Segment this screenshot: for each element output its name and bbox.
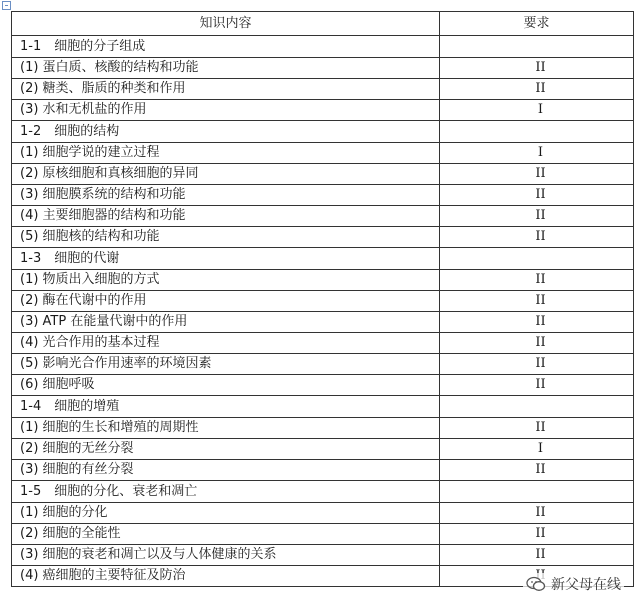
item-text: (1) 细胞的生长和增殖的周期性 <box>12 418 440 439</box>
item-text: (2) 糖类、脂质的种类和作用 <box>12 79 440 100</box>
item-level: II <box>440 312 634 333</box>
item-text: (3) 水和无机盐的作用 <box>12 100 440 121</box>
item-text: (1) 物质出入细胞的方式 <box>12 270 440 291</box>
section-requirement-cell <box>440 481 634 503</box>
item-level: II <box>440 354 634 375</box>
section-requirement-cell <box>440 121 634 143</box>
table-row <box>12 333 634 354</box>
item-level: I <box>440 143 634 164</box>
item-level: II <box>440 503 634 524</box>
table-row <box>12 79 634 100</box>
item-level: II <box>440 79 634 100</box>
item-text: (4) 癌细胞的主要特征及防治 <box>12 566 440 587</box>
item-text: (2) 原核细胞和真核细胞的异同 <box>12 164 440 185</box>
item-level: II <box>440 185 634 206</box>
requirements-table <box>11 11 634 587</box>
item-level: II <box>440 545 634 566</box>
table-row <box>12 375 634 396</box>
section-title: 1-2 细胞的结构 <box>12 121 440 143</box>
table-row <box>12 164 634 185</box>
section-requirement-cell <box>440 396 634 418</box>
item-text: (3) 细胞的有丝分裂 <box>12 460 440 481</box>
item-level: II <box>440 227 634 248</box>
item-text: (5) 细胞核的结构和功能 <box>12 227 440 248</box>
watermark <box>523 573 624 595</box>
item-text: (3) ATP 在能量代谢中的作用 <box>12 312 440 333</box>
table-row <box>12 206 634 227</box>
table-row <box>12 312 634 333</box>
section-row <box>12 248 634 270</box>
item-text: (2) 酶在代谢中的作用 <box>12 291 440 312</box>
table-body <box>12 36 634 587</box>
table-row <box>12 227 634 248</box>
table-row <box>12 58 634 79</box>
table-header-row <box>12 12 634 36</box>
item-level: II <box>440 206 634 227</box>
item-text: (5) 影响光合作用速率的环境因素 <box>12 354 440 375</box>
section-title: 1-5 细胞的分化、衰老和凋亡 <box>12 481 440 503</box>
table-row <box>12 545 634 566</box>
table-row <box>12 503 634 524</box>
item-text: (2) 细胞的无丝分裂 <box>12 439 440 460</box>
section-row <box>12 481 634 503</box>
item-text: (4) 主要细胞器的结构和功能 <box>12 206 440 227</box>
table-anchor-icon <box>2 1 11 10</box>
item-level: II <box>440 460 634 481</box>
section-requirement-cell <box>440 248 634 270</box>
item-text: (3) 细胞膜系统的结构和功能 <box>12 185 440 206</box>
item-text: (1) 蛋白质、核酸的结构和功能 <box>12 58 440 79</box>
section-title: 1-3 细胞的代谢 <box>12 248 440 270</box>
item-level: II <box>440 270 634 291</box>
table-row <box>12 439 634 460</box>
header-content: 知识内容 <box>12 12 440 36</box>
wechat-icon <box>526 576 546 592</box>
table-row <box>12 524 634 545</box>
item-level: I <box>440 100 634 121</box>
item-text: (2) 细胞的全能性 <box>12 524 440 545</box>
item-text: (1) 细胞的分化 <box>12 503 440 524</box>
item-text: (6) 细胞呼吸 <box>12 375 440 396</box>
table-row <box>12 185 634 206</box>
table-row <box>12 291 634 312</box>
item-text: (4) 光合作用的基本过程 <box>12 333 440 354</box>
item-level: I <box>440 439 634 460</box>
header-requirement: 要求 <box>440 12 634 36</box>
item-text: (1) 细胞学说的建立过程 <box>12 143 440 164</box>
table-row <box>12 100 634 121</box>
section-row <box>12 36 634 58</box>
table-row <box>12 143 634 164</box>
section-title: 1-1 细胞的分子组成 <box>12 36 440 58</box>
item-level: II <box>440 58 634 79</box>
watermark-text: 新父母在线 <box>551 577 621 593</box>
item-level: II <box>440 418 634 439</box>
table-row <box>12 418 634 439</box>
table-row <box>12 270 634 291</box>
table-row <box>12 460 634 481</box>
item-level: II <box>440 524 634 545</box>
item-level: II <box>440 164 634 185</box>
item-level: II <box>440 375 634 396</box>
table-row <box>12 354 634 375</box>
item-level: II <box>440 333 634 354</box>
section-requirement-cell <box>440 36 634 58</box>
item-level: II <box>440 291 634 312</box>
item-text: (3) 细胞的衰老和凋亡以及与人体健康的关系 <box>12 545 440 566</box>
section-row <box>12 121 634 143</box>
section-row <box>12 396 634 418</box>
section-title: 1-4 细胞的增殖 <box>12 396 440 418</box>
